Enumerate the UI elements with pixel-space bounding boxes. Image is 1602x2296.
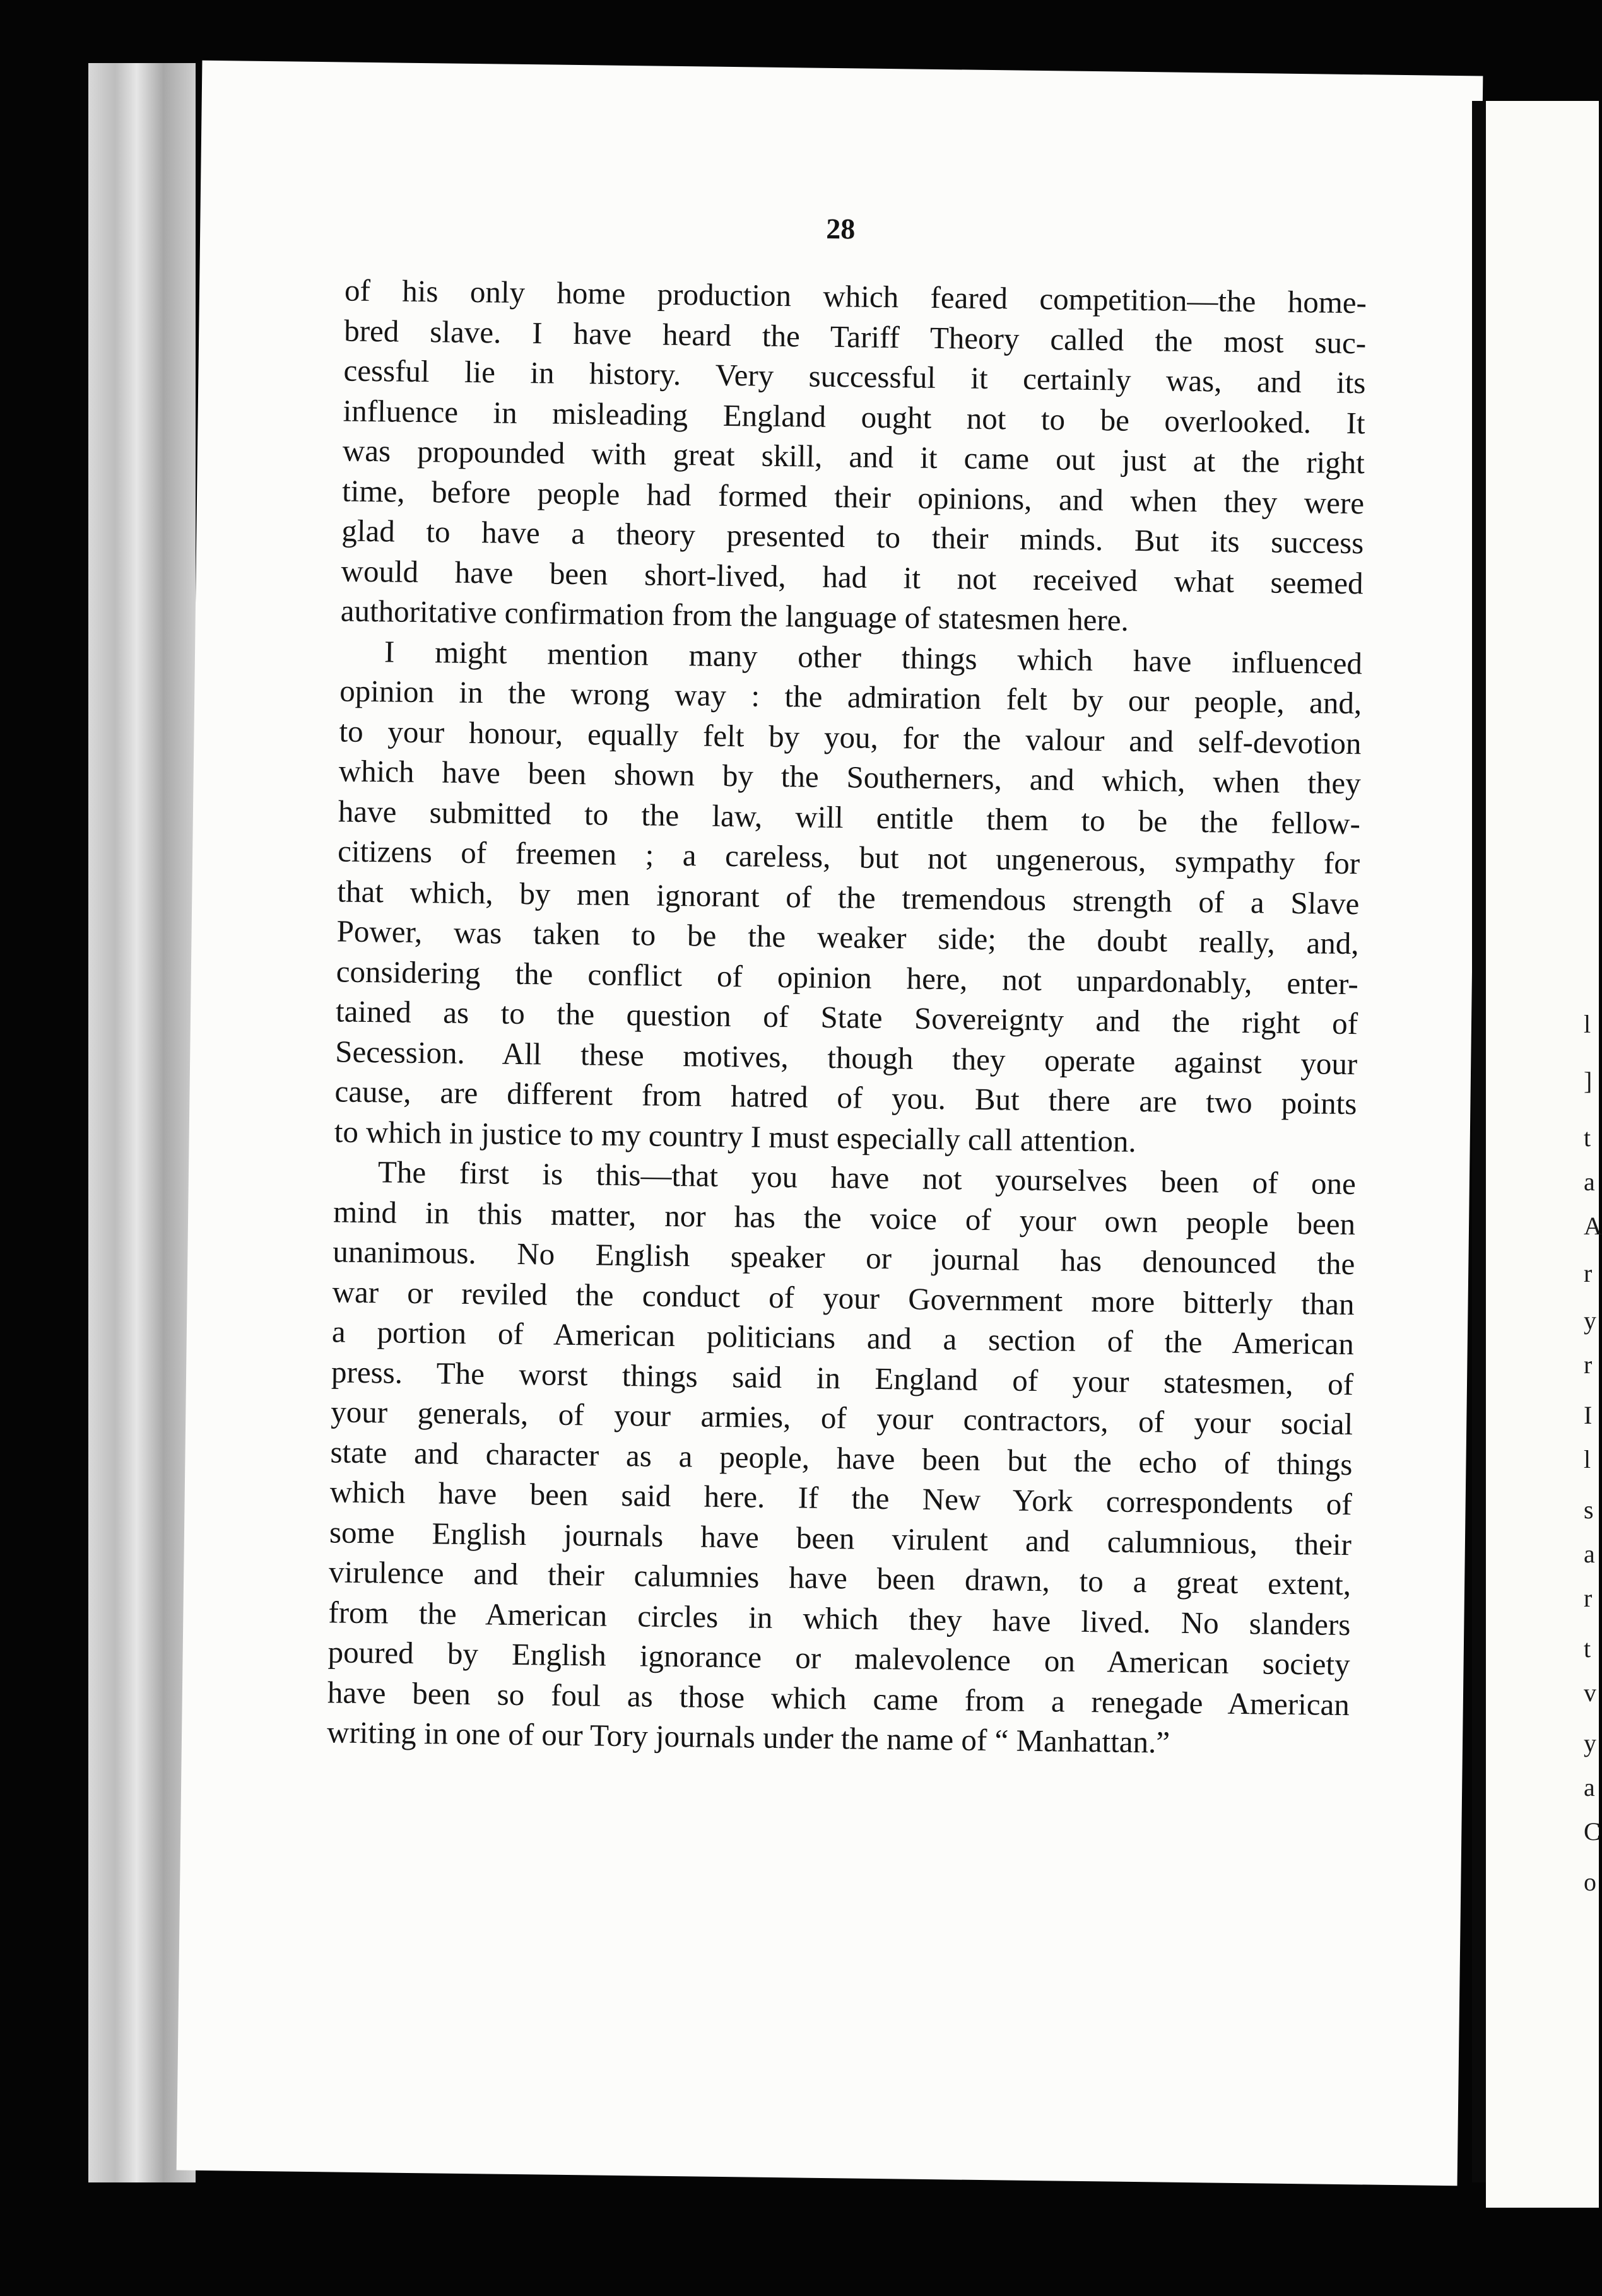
text-line: tained as to the question of State Sovereignty and the right of [335, 993, 1358, 1041]
text-line: I might mention many other things which have influenced [384, 633, 1363, 681]
facing-page-fragment: l [1584, 1445, 1591, 1473]
page-number: 28 [826, 212, 856, 245]
text-line: have been so foul as those which came from a renegade American [327, 1674, 1350, 1722]
book-page [177, 61, 1483, 2186]
facing-page-fragment: s [1584, 1496, 1594, 1524]
book-gutter [1472, 101, 1486, 2182]
facing-page-fragment: l [1584, 1010, 1591, 1038]
text-line: The first is this—that you have not yourselves been of one [377, 1154, 1357, 1202]
text-line: unanimous. No English speaker or journal has denounced the [333, 1234, 1355, 1282]
text-line: Power, was taken to be the weaker side; the doubt really, and, [336, 913, 1359, 961]
facing-page-fragment: ] [1584, 1067, 1593, 1095]
facing-page-fragment: C [1584, 1817, 1601, 1846]
facing-page-fragment: y [1584, 1729, 1596, 1757]
text-line: war or reviled the conduct of your Government more bitterly than [332, 1274, 1355, 1321]
text-line: bred slave. I have heard the Tariff Theory called the most suc- [343, 313, 1367, 360]
text-line: have submitted to the law, will entitle them to be the fellow- [338, 793, 1361, 841]
text-line: opinion in the wrong way : the admiration felt by our people, and, [339, 673, 1362, 721]
text-line: from the American circles in which they have lived. No slanders [328, 1594, 1351, 1642]
text-line: press. The worst things said in England of your statesmen, of [331, 1354, 1354, 1402]
text-line: citizens of freemen ; a careless, but not ungenerous, sympathy for [337, 833, 1360, 881]
facing-page-fragment: a [1584, 1168, 1595, 1196]
facing-page-fragment: r [1584, 1350, 1593, 1379]
text-line: to your honour, equally felt by you, for the valour and self-devotion [339, 713, 1362, 761]
facing-page-fragment: v [1584, 1678, 1596, 1707]
text-line: state and character as a people, have been but the echo of things [330, 1434, 1353, 1482]
facing-page-fragment: t [1584, 1123, 1591, 1152]
text-line: would have been short-lived, had it not received what seemed [341, 553, 1363, 600]
text-line: virulence and their calumnies have been drawn, to a great extent, [328, 1554, 1352, 1602]
facing-page-fragment: o [1584, 1868, 1596, 1896]
text-line: considering the conflict of opinion here, not unpardonably, enter- [336, 953, 1359, 1001]
text-line: which have been said here. If the New York correspondents of [329, 1474, 1353, 1522]
text-line: some English journals have been virulent and calumnious, their [329, 1514, 1352, 1562]
text-line: glad to have a theory presented to their minds. But its success [341, 513, 1364, 561]
text-line: time, before people had formed their opinions, and when they were [341, 472, 1365, 520]
text-line: writing in one of our Tory journals under the name of “ Manhattan.” [326, 1714, 1170, 1760]
text-line: mind in this matter, nor has the voice of your own people been [333, 1193, 1356, 1241]
text-line: influence in misleading England ought not to be overlooked. It [343, 392, 1365, 440]
facing-page-fragment: a [1584, 1773, 1595, 1801]
facing-page-fragment: y [1584, 1306, 1596, 1335]
facing-page-fragment: A [1584, 1212, 1602, 1240]
text-line: Secession. All these motives, though they operate against your [334, 1033, 1358, 1081]
body-text [327, 271, 1367, 1765]
facing-page-edge [1486, 101, 1602, 2208]
facing-page-fragment: t [1584, 1634, 1591, 1663]
facing-page-fragment: r [1584, 1584, 1593, 1612]
facing-page-fragment: I [1584, 1401, 1593, 1429]
text-line: authoritative confirmation from the language of statesmen here. [340, 593, 1129, 638]
text-line: your generals, of your armies, of your contractors, of your social [331, 1394, 1353, 1442]
facing-page-fragment: r [1584, 1259, 1593, 1287]
text-line: to which in justice to my country I must especially call attention. [334, 1113, 1137, 1159]
text-line: was propounded with great skill, and it came out just at the right [342, 433, 1365, 481]
text-line: poured by English ignorance or malevolence on American society [327, 1634, 1350, 1682]
book-page-edges [88, 63, 196, 2182]
text-line: of his only home production which feared competition—the home- [344, 272, 1367, 320]
facing-page-fragment: a [1584, 1540, 1595, 1568]
text-line: cause, are different from hatred of you. But there are two points [334, 1074, 1357, 1122]
text-line: a portion of American politicians and a section of the American [331, 1314, 1355, 1362]
text-line: which have been shown by the Southerners, and which, when they [338, 753, 1361, 801]
text-line: cessful lie in history. Very successful it certainly was, and its [343, 353, 1366, 401]
text-line: that which, by men ignorant of the tremendous strength of a Slave [337, 873, 1360, 921]
